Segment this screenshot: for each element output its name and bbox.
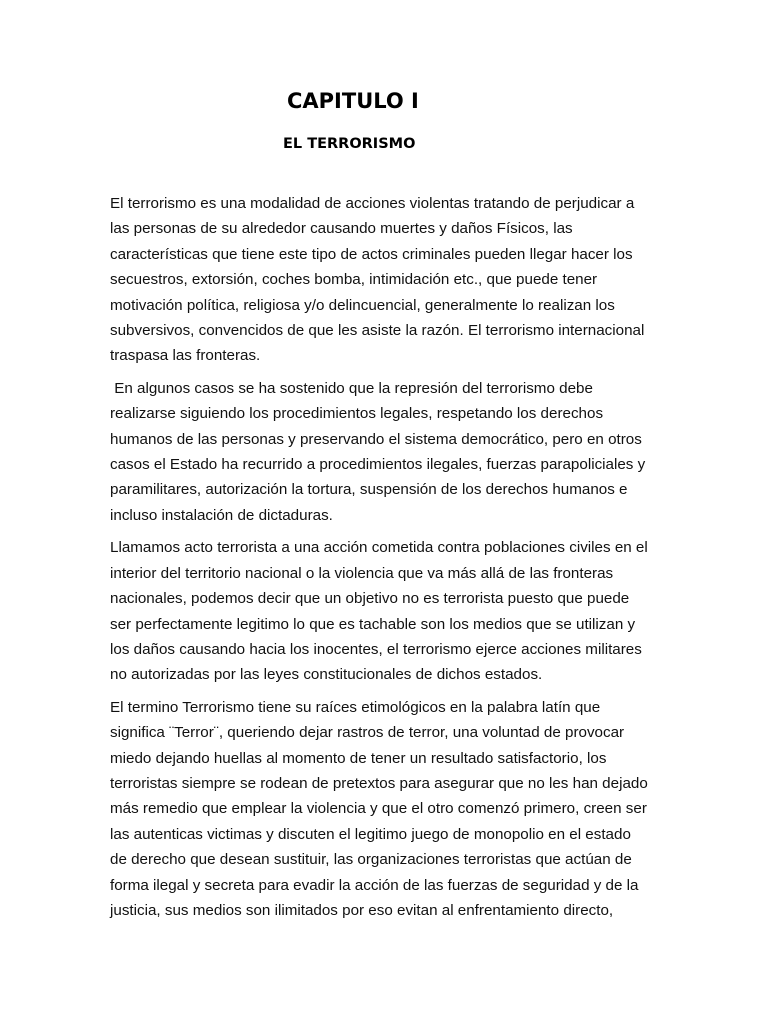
chapter-title: CAPITULO I — [287, 89, 419, 113]
paragraph-line: motivación política, religiosa y/o delincuencial, generalmente lo realizan los — [110, 296, 615, 314]
paragraph-line: nacionales, podemos decir que un objetivo no es terrorista puesto que puede — [110, 590, 630, 608]
paragraph-line: más remedio que emplear la violencia y que el otro comenzó primero, creen ser — [110, 800, 647, 818]
paragraph-line: no autorizadas por las leyes constitucionales de dichos estados. — [110, 666, 543, 684]
paragraph-line: traspasa las fronteras. — [110, 347, 261, 365]
paragraph — [110, 376, 662, 528]
paragraph-line: las personas de su alrededor causando muertes y daños Físicos, las — [110, 220, 573, 238]
paragraph-line: secuestros, extorsión, coches bomba, intimidación etc., que puede tener — [110, 271, 598, 289]
paragraph — [110, 191, 662, 369]
paragraph-line: terroristas siempre se rodean de pretextos para asegurar que no les han dejado — [110, 774, 648, 792]
paragraph-line: las autenticas victimas y discuten el legitimo juego de monopolio en el estado — [110, 825, 631, 843]
paragraph-line: El terrorismo es una modalidad de acciones violentas tratando de perjudicar a — [110, 195, 635, 212]
paragraph-line: miedo dejando huellas al momento de tener un resultado satisfactorio, los — [110, 749, 607, 767]
paragraph — [110, 535, 662, 687]
paragraph-line: ser perfectamente legitimo lo que es tachable son los medios que se utilizan y — [110, 615, 636, 633]
chapter-subtitle: EL TERRORISMO — [283, 136, 416, 152]
paragraph — [110, 695, 662, 924]
paragraph-line: forma ilegal y secreta para evadir la acción de las fuerzas de seguridad y de la — [110, 876, 639, 894]
paragraph-line: los daños causando hacia los inocentes, el terrorismo ejerce acciones militares — [110, 640, 642, 658]
paragraph-line: interior del territorio nacional o la violencia que va más allá de las fronteras — [110, 564, 614, 582]
paragraph-line: justicia, sus medios son ilimitados por eso evitan al enfrentamiento directo, — [110, 901, 614, 919]
paragraph-line: Llamamos acto terrorista a una acción cometida contra poblaciones civiles en el — [110, 539, 648, 557]
paragraph-line: humanos de las personas y preservando el sistema democrático, pero en otros — [110, 430, 642, 448]
paragraph-line: de derecho que desean sustituir, las organizaciones terroristas que actúan de — [110, 851, 632, 869]
paragraph-line: realizarse siguiendo los procedimientos legales, respetando los derechos — [110, 405, 604, 423]
paragraph-line: subversivos, convencidos de que les asiste la razón. El terrorismo internacional — [110, 322, 645, 340]
paragraph-line: paramilitares, autorización la tortura, suspensión de los derechos humanos e — [110, 481, 628, 499]
paragraph-line: incluso instalación de dictaduras. — [110, 506, 333, 524]
paragraph-line: casos el Estado ha recurrido a procedimientos ilegales, fuerzas parapoliciales y — [110, 456, 646, 474]
paragraph-line: El termino Terrorismo tiene su raíces etimológicos en la palabra latín que — [110, 698, 601, 716]
paragraph-line: significa ¨Terror¨, queriendo dejar rastros de terror, una voluntad de provocar — [110, 724, 625, 742]
body-text — [110, 191, 662, 930]
paragraph-line: En algunos casos se ha sostenido que la represión del terrorismo debe — [110, 379, 593, 397]
paragraph-line: características que tiene este tipo de actos criminales pueden llegar hacer los — [110, 245, 633, 263]
